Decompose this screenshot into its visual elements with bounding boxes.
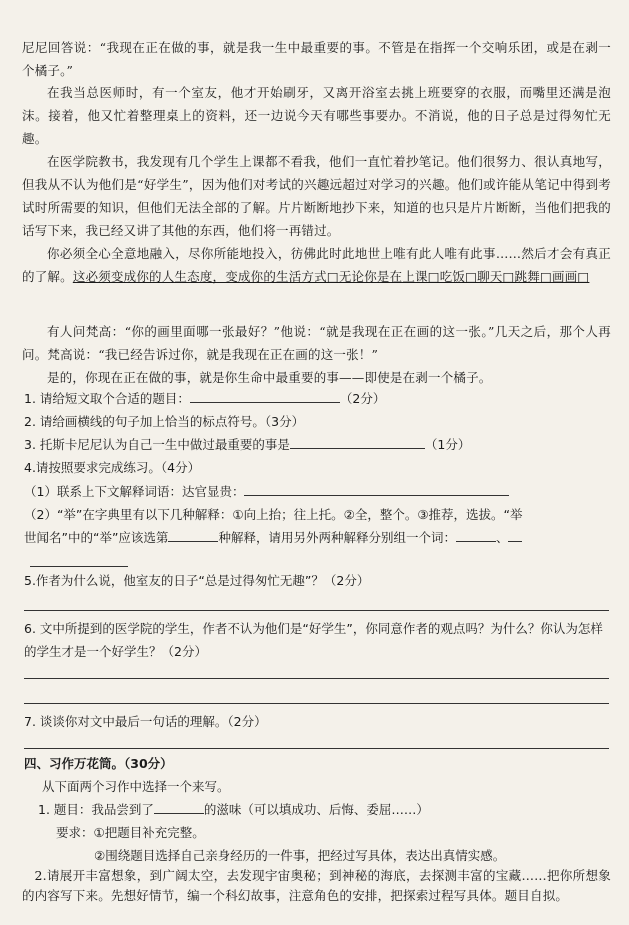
question-4-1 bbox=[24, 482, 509, 502]
question-5-answer-line[interactable] bbox=[24, 610, 609, 611]
passage-paragraph-3: 在医学院教书，我发现有几个学生上课都不看我，他们一直忙着抄笔记。他们很努力、很认真地写，但我从不认为他们是“好学生”，因为他们对考试的兴趣远超过对学习的兴趣。他们或许能从笔记中得到考试时所需要的知识，但他们无法全部的了解。片片断断地抄下来，知道的也只是片片断断，当他们把我的话写下来，我已经又讲了其他的东西，他们将一再错过。 bbox=[22, 154, 611, 238]
topic-1-requirement-2: ②围绕题目选择自己亲身经历的一件事，把经过写具体，表达出真情实感。 bbox=[94, 848, 506, 863]
composition-topic-1 bbox=[38, 800, 429, 820]
question-4-2-suffix: 种解释，请用另外两种解释分别组一个词： bbox=[218, 530, 456, 545]
question-5: 5.作者为什么说，他室友的日子“总是过得匆忙无趣”？（2分） bbox=[24, 573, 370, 588]
question-6: 6. 文中所提到的医学院的学生，作者不认为他们是“好学生”，你同意作者的观点吗？为什么？你认为怎样的学生才是一个好学生？（2分） bbox=[24, 621, 603, 659]
question-4-2-word-blank-2[interactable] bbox=[508, 529, 522, 542]
question-4-2-word-blank-1[interactable] bbox=[456, 529, 496, 542]
composition-intro: 从下面两个习作中选择一个来写。 bbox=[42, 779, 230, 794]
question-4-1-blank[interactable] bbox=[244, 483, 509, 496]
question-6-answer-line-2[interactable] bbox=[24, 703, 609, 704]
question-3-text: 3. 托斯卡尼尼认为自己一生中做过最重要的事是 bbox=[24, 437, 290, 452]
passage-paragraph-6: 是的，你现在正在做的事，就是你生命中最重要的事——即使是在剥一个橘子。 bbox=[47, 370, 492, 385]
passage-paragraph-2: 在我当总医师时，有一个室友，他才开始刷牙，又离开浴室去挑上班要穿的衣服，而嘴里还满是泡沫。接着，他又忙着整理桌上的资料，还一边说今天有哪些事要办。不消说，他的日子总是过得匆忙无趣。 bbox=[22, 85, 611, 146]
topic-1-suffix: 的滋味（可以填成功、后悔、委屈……） bbox=[203, 802, 429, 817]
question-7-answer-line[interactable] bbox=[24, 748, 609, 749]
question-3-blank[interactable] bbox=[290, 436, 425, 449]
question-1 bbox=[24, 389, 385, 409]
question-7: 7. 谈谈你对文中最后一句话的理解。（2分） bbox=[24, 714, 267, 729]
question-4: 4.请按照要求完成练习。（4分） bbox=[24, 460, 201, 475]
question-1-score: （2分） bbox=[339, 391, 386, 406]
question-1-text: 1. 请给短文取个合适的题目： bbox=[24, 391, 190, 406]
underlined-sentence: 这必须变成你的人生态度，变成你的生活方式□无论你是在上课□吃饭□聊天□跳舞□画画□ bbox=[72, 269, 590, 284]
question-4-2-prefix: 世闻名”中的“举”应该选第 bbox=[24, 530, 169, 545]
passage-paragraph-5: 有人问梵高：“你的画里面哪一张最好？”他说：“就是我现在正在画的这一张。”几天之后，那个人再问。梵高说：“我已经告诉过你，就是我现在正在画的这一张！” bbox=[22, 324, 611, 362]
passage-paragraph-4 bbox=[22, 242, 611, 288]
question-3 bbox=[24, 435, 470, 455]
question-4-1-text: （1）联系上下文解释词语：达官显贵： bbox=[24, 484, 245, 499]
passage-paragraph-4-text: 你必须全心全意地融入，尽你所能地投入，彷佛此时此地世上唯有此人唯有此事……然后才会有真正的了解。 bbox=[22, 246, 611, 284]
question-4-2-line-2: 世闻名”中的“举”应该选第 种解释，请用另外两种解释分别组一个词： 、 bbox=[24, 528, 522, 548]
question-3-score: （1分） bbox=[424, 437, 471, 452]
topic-1-blank[interactable] bbox=[154, 801, 204, 814]
question-4-2-word-blank-2-cont[interactable] bbox=[30, 566, 128, 567]
question-6-answer-line-1[interactable] bbox=[24, 678, 609, 679]
composition-title: 四、习作万花筒。（30分） bbox=[24, 756, 173, 771]
passage-paragraph-1: 尼尼回答说：“我现在正在做的事，就是我一生中最重要的事。不管是在指挥一个交响乐团，或是在剥一个橘子。” bbox=[22, 40, 611, 78]
topic-1-prefix: 1. 题目：我品尝到了 bbox=[38, 802, 154, 817]
question-1-blank[interactable] bbox=[190, 390, 340, 403]
question-4-2-option-blank[interactable] bbox=[168, 529, 218, 542]
question-2: 2. 请给画横线的句子加上恰当的标点符号。（3分） bbox=[24, 414, 305, 429]
question-4-2-line-1: （2）“举”在字典里有以下几种解释：①向上抬；往上托。②全，整个。③推荐，选拔。“举 bbox=[24, 507, 523, 522]
composition-topic-2: 2.请展开丰富想象，到广阔太空，去发现宇宙奥秘；到神秘的海底，去探测丰富的宝藏……把你所想象的内容写下来。先想好情节，编一个科幻故事，注意角色的安排，把探索过程写具体。题目自拟。 bbox=[22, 868, 611, 903]
topic-1-requirement-1: 要求：①把题目补充完整。 bbox=[56, 825, 205, 840]
